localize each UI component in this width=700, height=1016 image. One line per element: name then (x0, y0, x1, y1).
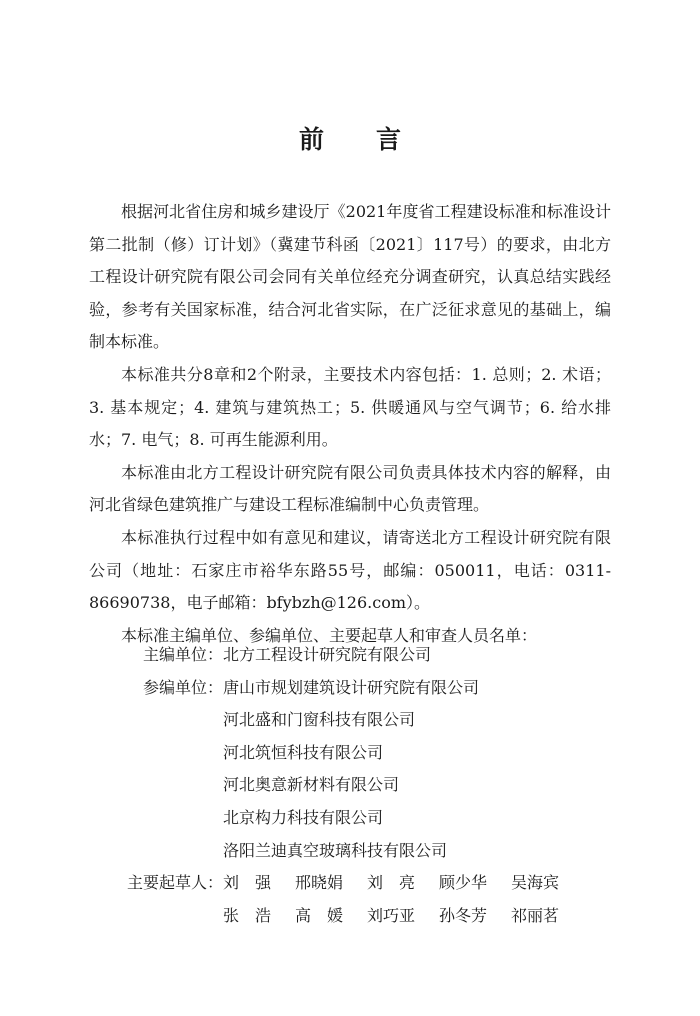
contributors-list (89, 639, 583, 932)
drafter-name: 孙冬芳 (439, 905, 488, 925)
participant-row (89, 672, 583, 705)
paragraph-list-intro: 本标准主编单位、参编单位、主要起草人和审查人员名单： (121, 625, 538, 645)
participant-row (89, 835, 583, 868)
drafter-name: 高 媛 (295, 905, 344, 925)
participant-row (89, 704, 583, 737)
drafter-name: 刘巧亚 (367, 905, 416, 925)
page-title (0, 120, 700, 156)
drafter-names (223, 900, 583, 933)
drafter-name: 吴海宾 (511, 873, 560, 893)
participant-unit: 北京构力科技有限公司 (223, 807, 384, 827)
title-char-1: 前 (298, 125, 324, 154)
drafter-name: 张 浩 (223, 905, 272, 925)
paragraph-contents: 本标准共分8章和2个附录，主要技术内容包括：1. 总则；2. 术语；3. 基本规定；4. 建筑与建筑热工；5. 供暖通风与空气调节；6. 给水排水；7. 电气；8. 可再生能源利用。 (89, 364, 611, 450)
drafter-names (223, 867, 583, 900)
participant-unit: 河北奥意新材料有限公司 (223, 775, 400, 795)
paragraph-feedback: 本标准执行过程中如有意见和建议，请寄送北方工程设计研究院有限公司（地址：石家庄市裕华东路55号，邮编：050011，电话：0311-86690738，电子邮箱：bfybzh@126.com）。 (89, 527, 611, 613)
participant-unit: 洛阳兰迪真空玻璃科技有限公司 (223, 840, 448, 860)
paragraph-responsibility: 本标准由北方工程设计研究院有限公司负责具体技术内容的解释，由河北省绿色建筑推广与建设工程标准编制中心负责管理。 (89, 462, 611, 515)
chief-editor-row (89, 639, 583, 672)
drafter-name: 刘 亮 (367, 873, 416, 893)
drafters-row (89, 900, 583, 933)
participant-row (89, 737, 583, 770)
paragraph-basis: 根据河北省住房和城乡建设厅《2021年度省工程建设标准和标准设计第二批制（修）订计划》（冀建节科函〔2021〕117号）的要求，由北方工程设计研究院有限公司会同有关单位经充分调查研究，认真总结实践经验，参考有关国家标准，结合河北省实际，在广泛征求意见的基础上，编制本标准。 (89, 202, 611, 352)
participant-row (89, 802, 583, 835)
participant-unit: 河北筑恒科技有限公司 (223, 742, 384, 762)
participant-row (89, 769, 583, 802)
chief-editor-label: 主编单位： (142, 645, 223, 664)
drafter-name: 顾少华 (439, 873, 488, 893)
drafter-name: 邢晓娟 (295, 873, 344, 893)
participant-unit: 河北盛和门窗科技有限公司 (223, 710, 416, 730)
chief-editor-value: 北方工程设计研究院有限公司 (223, 645, 432, 664)
participants-label: 参编单位： (142, 677, 223, 697)
participant-unit: 唐山市规划建筑设计研究院有限公司 (223, 677, 480, 697)
preface-body (89, 196, 611, 652)
drafter-name: 刘 强 (223, 873, 272, 893)
title-char-2: 言 (376, 125, 402, 154)
drafters-row (89, 867, 583, 900)
drafter-name: 祁丽茗 (511, 905, 560, 925)
drafters-label: 主要起草人： (126, 873, 223, 893)
